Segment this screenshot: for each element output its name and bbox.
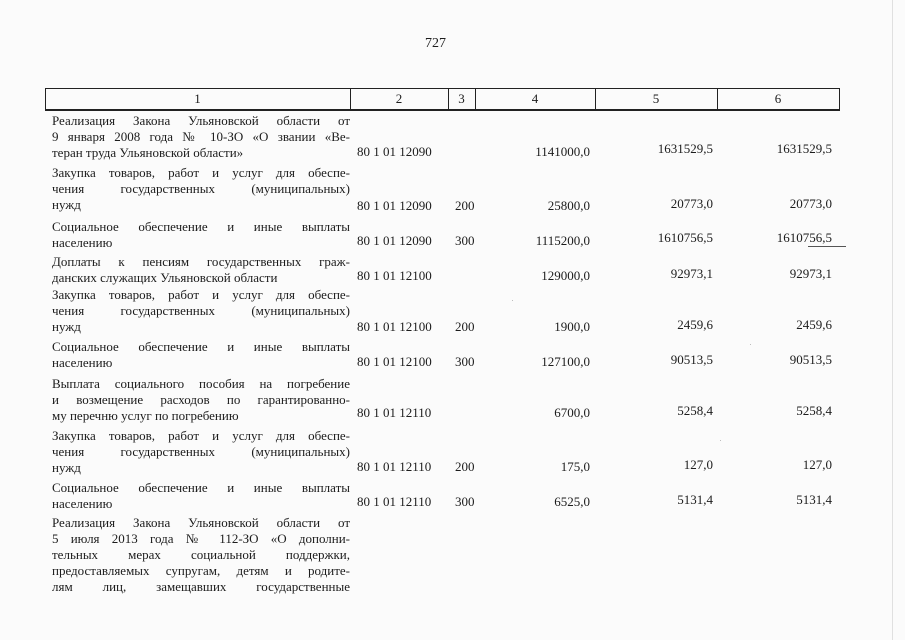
- row-code: 80 1 01 12090: [357, 144, 432, 159]
- row-description: Закупка товаров, работ и услуг для обеспе- чения государственных (муниципальных) нужд: [52, 287, 350, 334]
- underline-mark: [808, 246, 846, 247]
- row-value-col4: 1141000,0: [535, 144, 590, 159]
- row-value-col6: 1610756,5: [776, 230, 832, 245]
- row-code: 80 1 01 12110: [357, 405, 432, 420]
- page-number: 727: [425, 36, 446, 51]
- scan-dot: [720, 440, 721, 441]
- row-value-col6: 5258,4: [796, 403, 832, 418]
- row-description: Закупка товаров, работ и услуг для обеспе- чения государственных (муниципальных) нужд: [52, 165, 350, 212]
- row-value-col4: 1115200,0: [535, 233, 590, 248]
- row-value-col6: 90513,5: [789, 352, 832, 367]
- row-value-col4: 1900,0: [554, 319, 590, 334]
- row-description: Закупка товаров, работ и услуг для обеспе- чения государственных (муниципальных) нужд: [52, 428, 350, 475]
- row-code: 80 1 01 12110: [357, 494, 432, 509]
- row-description: Выплата социального пособия на погребение и возмещение расходов по гарантированно- му перечню услуг по погребению: [52, 376, 350, 423]
- row-code: 80 1 01 12100: [357, 319, 432, 334]
- row-code: 80 1 01 12090: [357, 198, 432, 213]
- row-value-col5: 5131,4: [677, 492, 713, 507]
- row-value-col4: 127100,0: [541, 354, 590, 369]
- row-code: 80 1 01 12090: [357, 233, 432, 248]
- row-value-col5: 92973,1: [670, 266, 713, 281]
- row-code: 80 1 01 12100: [357, 268, 432, 283]
- row-expense-type: 200: [455, 319, 475, 334]
- row-expense-type: 300: [455, 354, 475, 369]
- header-col-1: 1: [194, 91, 201, 106]
- header-col-6: 6: [774, 91, 782, 106]
- row-description: Социальное обеспечение и иные выплаты населению: [52, 219, 350, 250]
- row-value-col4: 6700,0: [554, 405, 590, 420]
- row-description: Реализация Закона Ульяновской области от 9 января 2008 года № 10-ЗО «О звании «Ве- теран труда Ульяновской области»: [52, 113, 350, 160]
- row-expense-type: 200: [455, 459, 475, 474]
- row-value-col6: 2459,6: [796, 317, 832, 332]
- row-description: Социальное обеспечение и иные выплаты населению: [52, 480, 350, 511]
- row-value-col6: 5131,4: [796, 492, 832, 507]
- row-value-col5: 2459,6: [677, 317, 713, 332]
- row-description: Реализация Закона Ульяновской области от 5 июля 2013 года № 112-ЗО «О дополни- тельных мерах социальной поддержки, предоставляемых супругам, детям и родите- лям лиц, замещавших государственные: [52, 515, 350, 594]
- row-expense-type: 300: [455, 494, 475, 509]
- row-value-col6: 1631529,5: [776, 141, 832, 156]
- scan-edge-mark: [892, 0, 893, 640]
- row-value-col6: 127,0: [802, 457, 832, 472]
- row-value-col5: 20773,0: [670, 196, 713, 211]
- row-value-col4: 6525,0: [554, 494, 590, 509]
- row-value-col6: 92973,1: [789, 266, 832, 281]
- header-col-3: 3: [458, 91, 465, 106]
- scan-dot: [512, 300, 513, 301]
- row-description: Доплаты к пенсиям государственных граж- данских служащих Ульяновской области: [52, 254, 350, 285]
- header-divider-right: [839, 88, 840, 110]
- row-value-col4: 129000,0: [541, 268, 590, 283]
- row-expense-type: 300: [455, 233, 475, 248]
- row-code: 80 1 01 12100: [357, 354, 432, 369]
- row-value-col4: 175,0: [560, 459, 590, 474]
- header-col-5: 5: [652, 91, 660, 106]
- row-value-col4: 25800,0: [547, 198, 590, 213]
- row-value-col6: 20773,0: [789, 196, 832, 211]
- row-value-col5: 1631529,5: [657, 141, 713, 156]
- row-value-col5: 5258,4: [677, 403, 713, 418]
- scan-dot: [750, 344, 751, 345]
- header-bottom-border: [45, 109, 840, 111]
- header-col-4: 4: [531, 91, 539, 106]
- row-code: 80 1 01 12110: [357, 459, 432, 474]
- row-description: Социальное обеспечение и иные выплаты населению: [52, 339, 350, 370]
- row-value-col5: 127,0: [683, 457, 713, 472]
- row-expense-type: 200: [455, 198, 475, 213]
- row-value-col5: 1610756,5: [657, 230, 713, 245]
- header-col-2: 2: [395, 91, 403, 106]
- row-value-col5: 90513,5: [670, 352, 713, 367]
